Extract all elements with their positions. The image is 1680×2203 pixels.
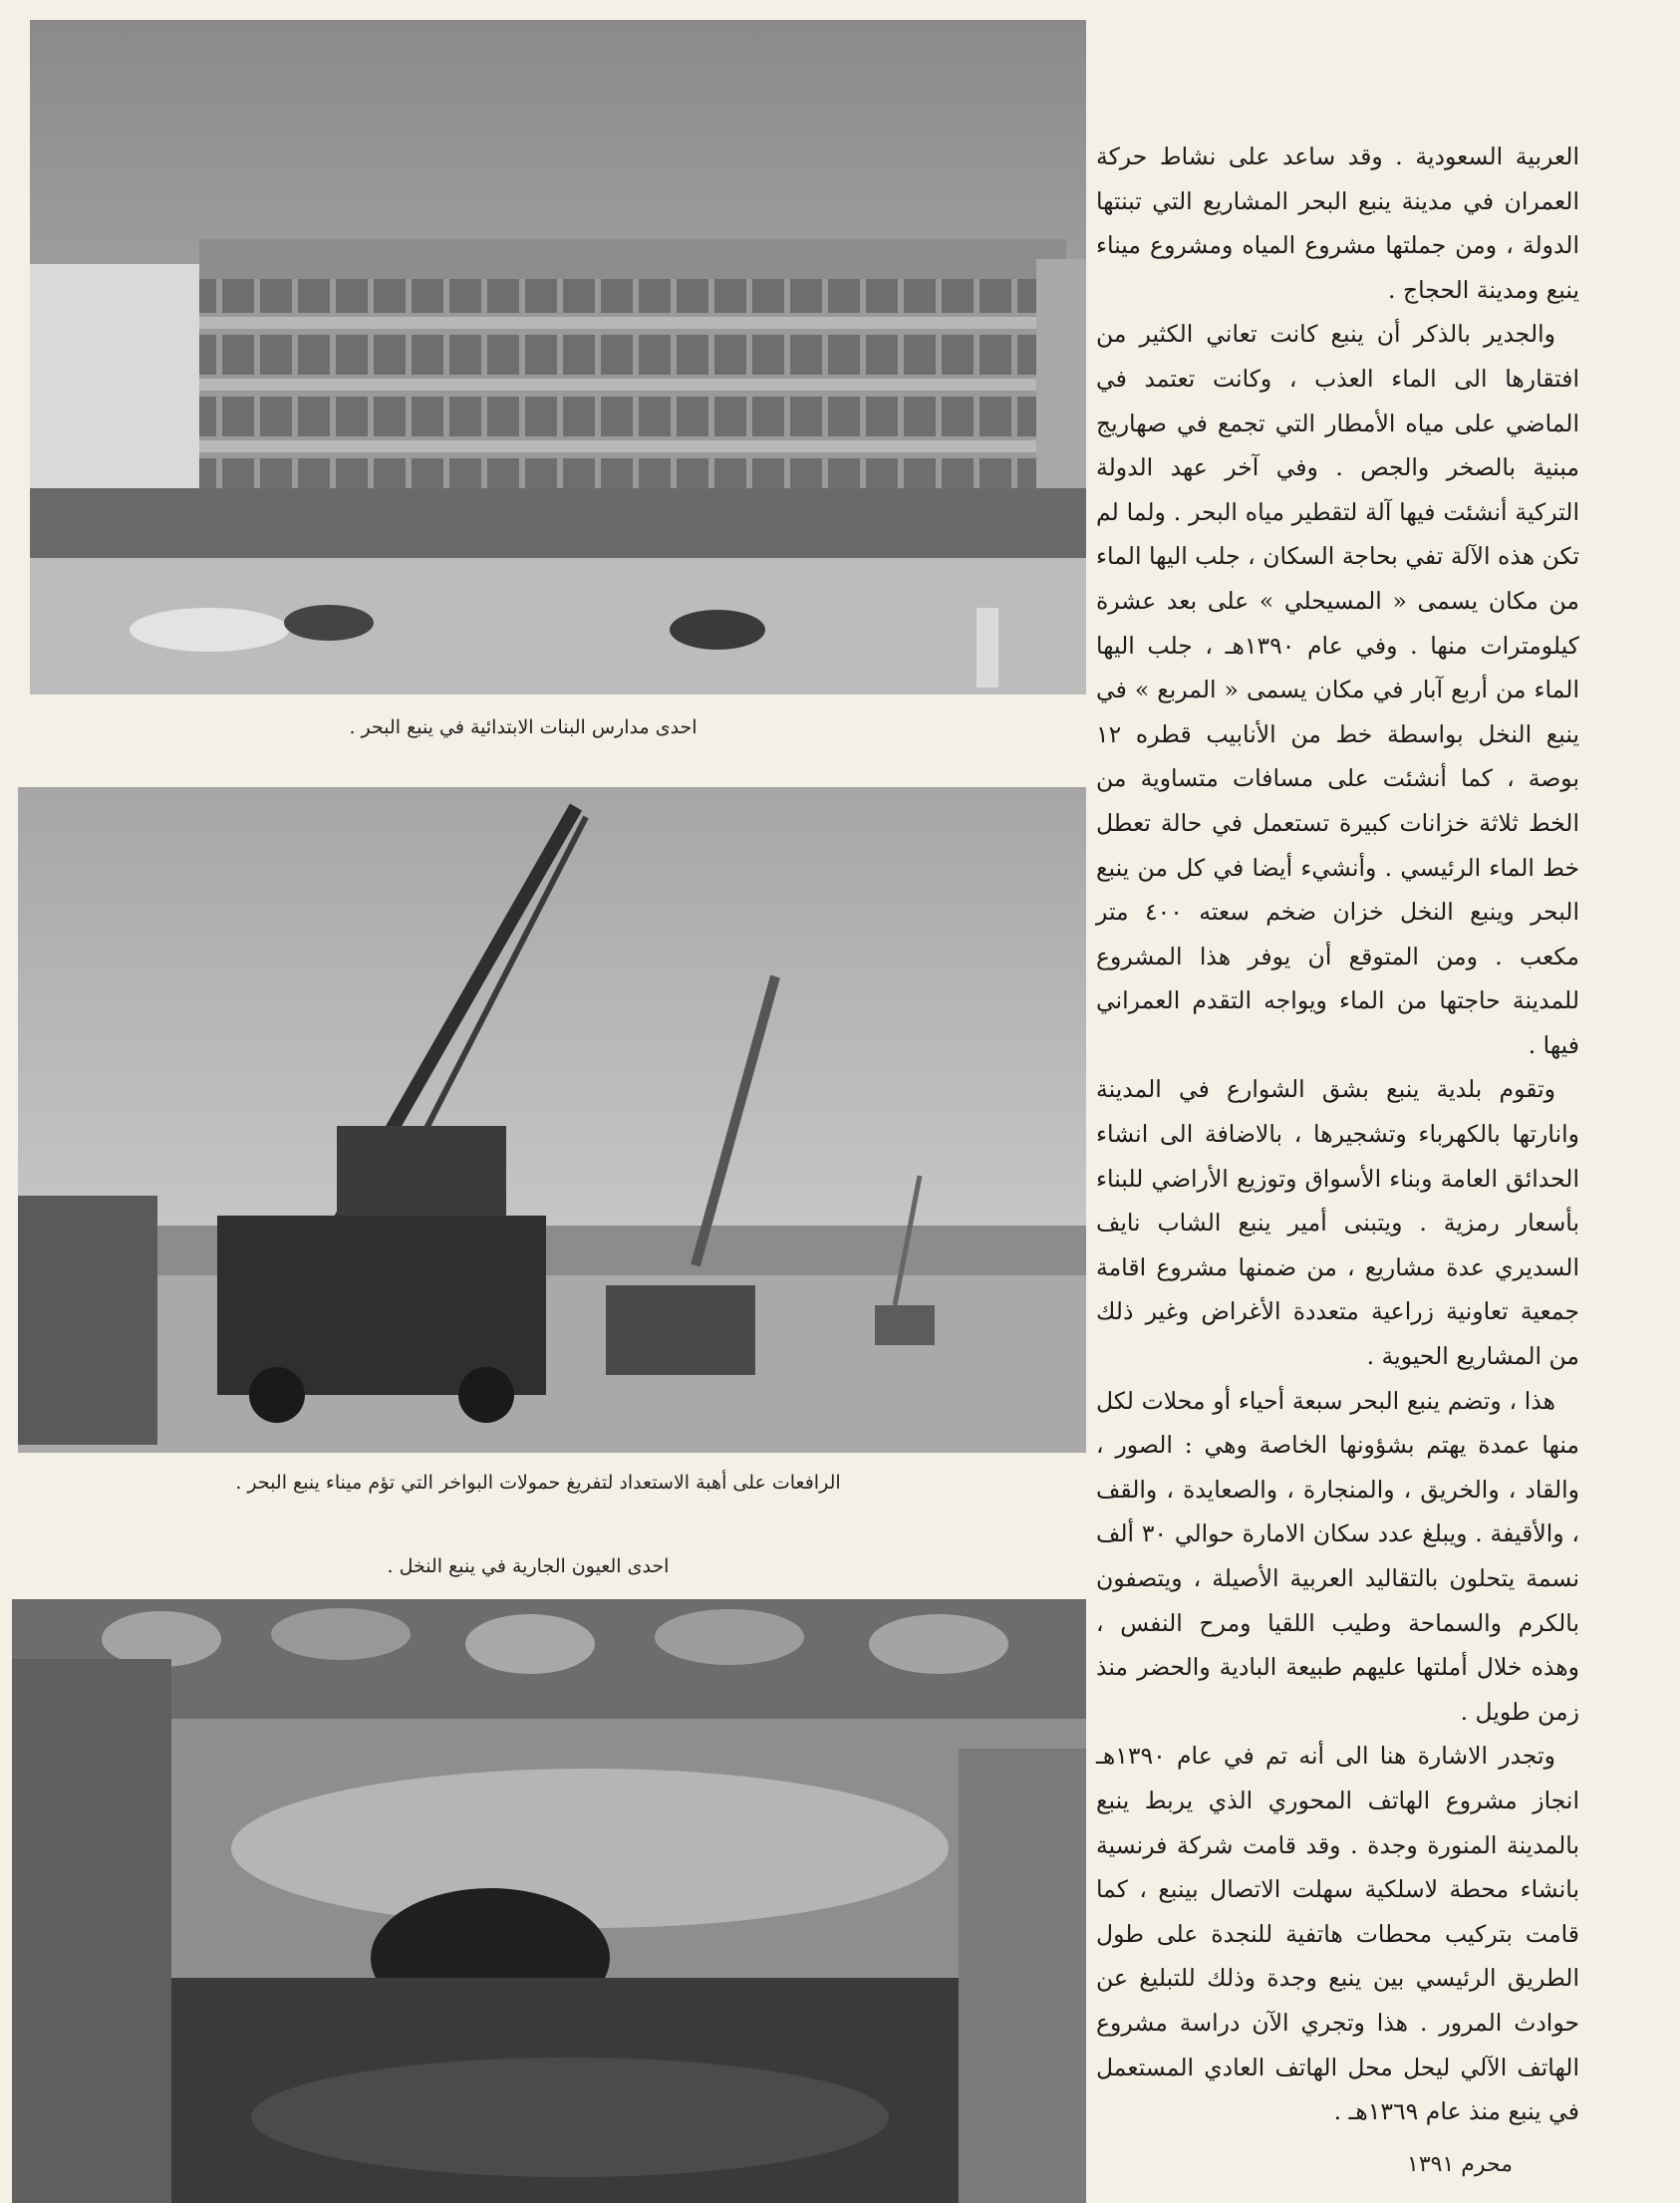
school-building-image <box>30 20 1086 694</box>
article-paragraph-5: وتجدر الاشارة هنا الى أنه تم في عام ١٣٩٠هـ انجاز مشروع الهاتف المحوري الذي يربط ينبع بالمدينة المنورة وجدة . وقد قامت شركة فرنسية بانشاء محطة لاسلكية سهلت الاتصال بينبع ، كما قامت بتركيب محطات هاتفية للنجدة على طول الطريق الرئيسي بين ينبع وجدة وذلك للتبليغ عن حوادث المرور . هذا وتجري الآن دراسة مشروع الهاتف الآلي ليحل محل الهاتف العادي المستعمل في ينبع منذ عام ١٣٦٩هـ . <box>1096 1742 1579 2126</box>
caption-spring: احدى العيون الجارية في ينبع النخل . <box>387 1555 670 1577</box>
article-text <box>1096 135 1579 2134</box>
article-paragraph-2: والجدير بالذكر أن ينبع كانت تعاني الكثير من افتقارها الى الماء العذب ، وكانت تعتمد في الماضي على مياه الأمطار التي تجمع في صهاريج مبنية بالصخر والجص . وفي آخر عهد الدولة التركية أنشئت فيها آلة لتقطير مياه البحر . ولما لم تكن هذه الآلة تفي بحاجة السكان ، جلب اليها الماء من مكان يسمى « المسيحلي » على بعد عشرة كيلومترات منها . وفي عام ١٣٩٠هـ ، جلب اليها الماء من أربع آبار في مكان يسمى « المربع » في ينبع النخل بواسطة خط من الأنابيب قطره ١٢ بوصة ، كما أنشئت على مسافات متساوية من الخط ثلاثة خزانات كبيرة تستعمل في حالة تعطل خط الماء الرئيسي . وأنشيء أيضا في كل من ينبع البحر وينبع النخل خزان ضخم سعته ٤٠٠ متر مكعب . ومن المتوقع أن يوفر هذا المشروع للمدينة حاجتها من الماء ويواجه التقدم العمراني فيها . <box>1096 320 1579 1059</box>
caption-cranes-port: الرافعات على أهبة الاستعداد لتفريغ حمولات البواخر التي تؤم ميناء ينبع البحر . <box>235 1472 841 1494</box>
photo-girls-school <box>30 20 1086 694</box>
article-paragraph-1: العربية السعودية . وقد ساعد على نشاط حركة العمران في مدينة ينبع البحر المشاريع التي تبنتها الدولة ، ومن جملتها مشروع المياه ومشروع ميناء ينبع ومدينة الحجاج . <box>1096 142 1579 304</box>
article-paragraph-3: وتقوم بلدية ينبع بشق الشوارع في المدينة وانارتها بالكهرباء وتشجيرها ، بالاضافة الى انشاء الحدائق العامة وبناء الأسواق وتوزيع الأراضي للبناء بأسعار رمزية . ويتبنى أمير ينبع الشاب نايف السديري عدة مشاريع ، من ضمنها مشروع اقامة جمعية تعاونية زراعية متعددة الأغراض وغير ذلك من المشاريع الحيوية . <box>1096 1075 1579 1371</box>
spring-image <box>12 1599 1086 2203</box>
article-paragraph-4: هذا ، وتضم ينبع البحر سبعة أحياء أو محلات لكل منها عمدة يهتم بشؤونها الخاصة وهي : الصور ، والقاد ، والخريق ، والمنجارة ، والصعايدة ، والقف ، والأقيفة . ويبلغ عدد سكان الامارة حوالي ٣٠ ألف نسمة يتحلون بالتقاليد العربية الأصيلة ، ويتصفون بالكرم والسماحة وطيب اللقيا ومرح النفس ، وهذه خلال أملتها عليهم طبيعة البادية والحضر منذ زمن طويل . <box>1096 1386 1579 1726</box>
caption-girls-school: احدى مدارس البنات الابتدائية في ينبع البحر . <box>349 716 698 738</box>
page-footer-date: محرم ١٣٩١ <box>1407 2152 1514 2177</box>
cranes-image <box>18 787 1086 1453</box>
photo-spring-yanbu-nakhl <box>12 1599 1086 2203</box>
photo-cranes-port <box>18 787 1086 1453</box>
